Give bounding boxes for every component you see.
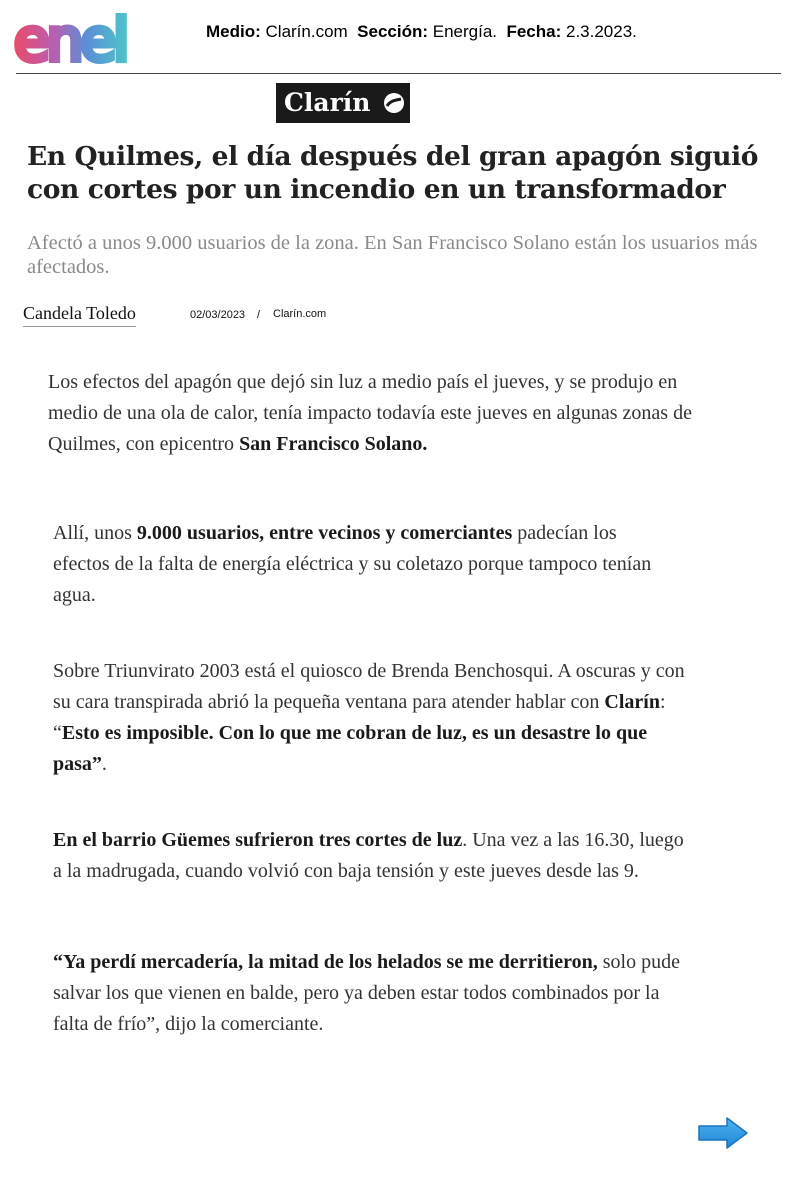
p4-bold: En el barrio Güemes sufrieron tres cortes de luz bbox=[53, 829, 463, 851]
article-subhead: Afectó a unos 9.000 usuarios de la zona. En San Francisco Solano están los usuarios más afectados. bbox=[27, 232, 758, 278]
enel-logo-text: enel bbox=[14, 10, 127, 72]
clarin-masthead bbox=[276, 83, 410, 123]
p4-text: . Una vez a las 16.30, luego a la madrugada, cuando volvió con baja tensión y este jueves desde las 9. bbox=[53, 829, 684, 882]
paragraph-2 bbox=[53, 518, 663, 611]
masthead-text: Clarín bbox=[284, 88, 371, 117]
paragraph-3 bbox=[53, 656, 693, 780]
enel-logo bbox=[14, 10, 174, 72]
p3-bold-2: Esto es imposible. Con lo que me cobran de luz, es un desastre lo que pasa” bbox=[53, 722, 648, 775]
medio-label: Medio: bbox=[206, 22, 261, 41]
seccion-value: Energía. bbox=[432, 22, 498, 41]
fecha-label: Fecha: bbox=[506, 22, 562, 41]
clarin-logo-icon bbox=[382, 91, 406, 115]
paragraph-4 bbox=[53, 825, 693, 887]
header-divider bbox=[16, 73, 781, 74]
p2-text-1: Allí, unos bbox=[53, 522, 137, 544]
byline-separator: / bbox=[257, 309, 261, 321]
p3-text-3: . bbox=[101, 753, 107, 775]
article-headline: En Quilmes, el día después del gran apagón siguió con cortes por un incendio en un transformador bbox=[27, 141, 759, 205]
p1-text: Los efectos del apagón que dejó sin luz a medio país el jueves, y se produjo en medio de una ola de calor, tenía impacto todavía este jueves en algunas zonas de Quilmes, con epicentro bbox=[48, 371, 692, 455]
arrow-right-icon[interactable] bbox=[697, 1116, 749, 1150]
article-source: Clarín.com bbox=[273, 308, 327, 320]
fecha-value: 2.3.2023. bbox=[566, 22, 637, 41]
p2-bold: 9.000 usuarios, entre vecinos y comerciantes bbox=[136, 522, 513, 544]
medio-value: Clarín.com bbox=[265, 22, 348, 41]
article-date: 02/03/2023 bbox=[190, 309, 246, 321]
author-name: Candela Toledo bbox=[23, 303, 136, 327]
paragraph-5 bbox=[53, 947, 693, 1040]
p5-bold: “Ya perdí mercadería, la mitad de los helados se me derritieron, bbox=[53, 951, 598, 973]
paragraph-1 bbox=[48, 367, 708, 460]
p3-text-1: Sobre Triunvirato 2003 está el quiosco de Brenda Benchosqui. A oscuras y con su cara transpirada abrió la pequeña ventana para atender hablar con bbox=[53, 660, 685, 713]
seccion-label: Sección: bbox=[357, 22, 429, 41]
p3-text-2: : “ bbox=[53, 691, 666, 744]
p5-text: solo pude salvar los que vienen en balde, pero ya deben estar todos combinados por la falta de frío”, dijo la comerciante. bbox=[53, 951, 680, 1035]
p2-text-2: padecían los efectos de la falta de energía eléctrica y su coletazo porque tampoco tenían agua. bbox=[53, 522, 652, 606]
p1-bold: San Francisco Solano. bbox=[239, 433, 428, 455]
p3-bold-1: Clarín bbox=[604, 691, 660, 713]
clipping-metadata bbox=[206, 22, 637, 42]
